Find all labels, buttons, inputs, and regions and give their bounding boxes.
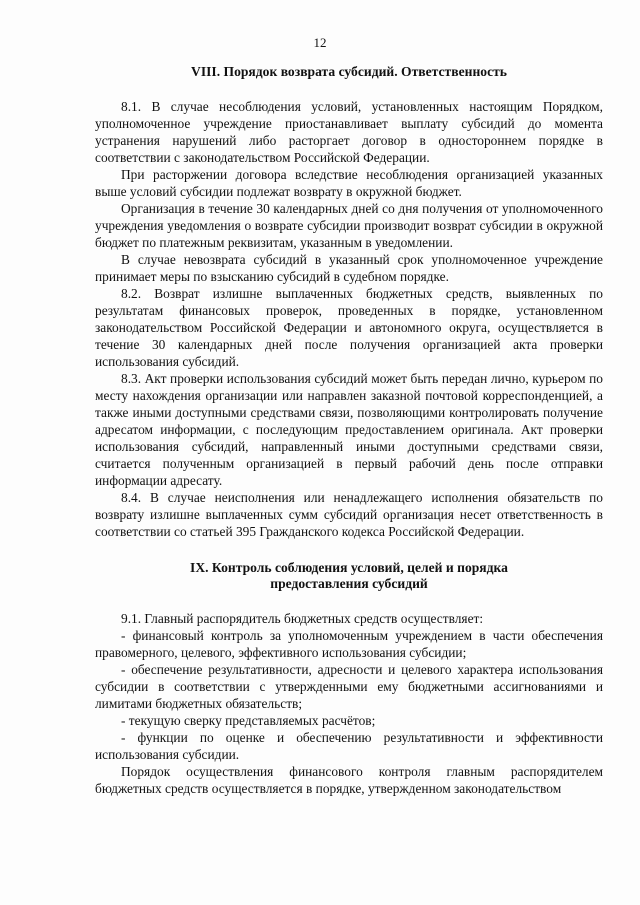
paragraph-8-4: 8.4. В случае неисполнения или ненадлежащего исполнения обязательств по возврату излишне выплаченных сумм субсидий организация несет ответственность в соответствии со статьей 395 Гражданского кодекса Российской Федерации. (95, 490, 603, 539)
document-body (95, 64, 603, 797)
section-9-heading-line-2: предоставления субсидий (270, 576, 428, 591)
list-item-assessment: - функции по оценке и обеспечению результативности и эффективности использования субсидии. (95, 730, 603, 762)
section-9-heading-line-1: IX. Контроль соблюдения условий, целей и порядка (190, 560, 508, 575)
paragraph-8-1-refund-term: Организация в течение 30 календарных дней со дня получения от уполномоченного учреждения уведомления о возврате субсидии производит возврат субсидии в окружной бюджет по платежным реквизитам, указанным в уведомлении. (95, 201, 603, 250)
paragraph-8-1-non-refund: В случае невозврата субсидий в указанный срок уполномоченное учреждение принимает меры по взысканию субсидий в судебном порядке. (95, 252, 603, 284)
paragraph-8-2: 8.2. Возврат излишне выплаченных бюджетных средств, выявленных по результатам финансовых проверок, проведенных в порядке, установленном законодательством Российской Федерации и автономного округа, осуществляется в течение 30 календарных дней после получения организацией акта проверки использования субсидий. (95, 286, 603, 369)
list-item-reconciliation: - текущую сверку представляемых расчётов; (121, 713, 376, 728)
section-9-heading (95, 560, 603, 592)
paragraph-8-3: 8.3. Акт проверки использования субсидий может быть передан лично, курьером по месту нахождения организации или направлен заказной почтовой корреспонденцией, а также иными доступными средствами связи, позволяющими контролировать получение адресатом информации, с последующим предоставлением оригинала. Акт проверки использования субсидий, направленный иными доступными средствами связи, считается полученным организацией в первый рабочий день после отправки информации адресату. (95, 371, 603, 488)
section-8-heading: VIII. Порядок возврата субсидий. Ответственность (191, 64, 507, 79)
paragraph-9-1: 9.1. Главный распорядитель бюджетных средств осуществляет: (121, 611, 484, 626)
paragraph-8-1-termination: При расторжении договора вследствие несоблюдения организацией указанных выше условий субсидии подлежат возврату в окружной бюджет. (95, 167, 603, 199)
list-item-financial-control: - финансовый контроль за уполномоченным учреждением в части обеспечения правомерного, целевого, эффективного использования субсидии; (95, 628, 603, 660)
paragraph-8-1: 8.1. В случае несоблюдения условий, установленных настоящим Порядком, уполномоченное учреждение приостанавливает выплату субсидий до момента устранения нарушений либо расторгает договор в одностороннем порядке в соответствии с законодательством Российской Федерации. (95, 99, 603, 165)
list-item-effectiveness: - обеспечение результативности, адресности и целевого характера использования субсидии в соответствии с утвержденными ему бюджетными ассигнованиями и лимитами бюджетных обязательств; (95, 662, 603, 711)
page-number: 12 (313, 35, 327, 50)
paragraph-9-1-control-procedure: Порядок осуществления финансового контроля главным распорядителем бюджетных средств осуществляется в порядке, утвержденном законодательством (95, 764, 603, 796)
